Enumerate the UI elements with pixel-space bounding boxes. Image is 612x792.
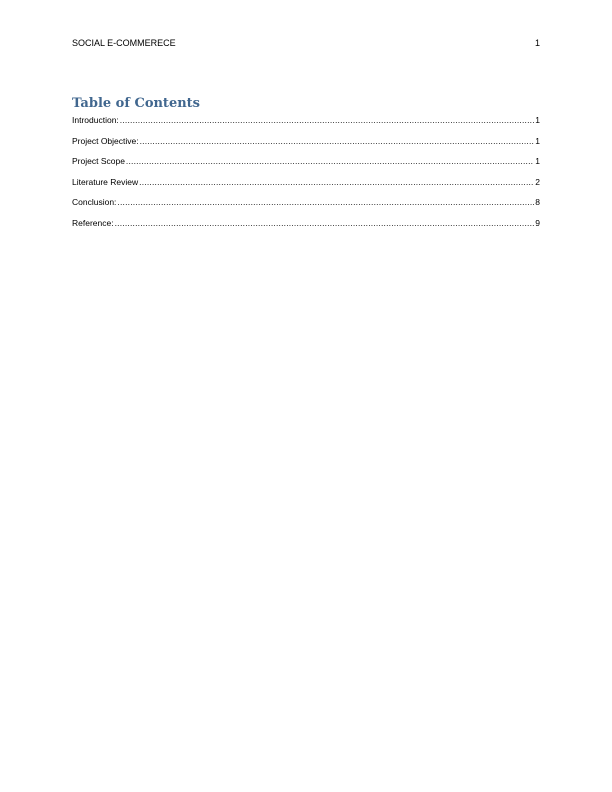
header-title: SOCIAL E-COMMERECE [72, 38, 176, 48]
toc-entry-conclusion[interactable] [72, 196, 540, 217]
toc-entry-page: 8 [535, 197, 540, 207]
toc-entry-page: 2 [535, 176, 540, 187]
toc-entry-reference[interactable] [72, 217, 540, 238]
toc-entry-page: 1 [535, 115, 540, 125]
toc-dot-leader [126, 155, 534, 168]
page-header [72, 37, 540, 49]
toc-dot-leader [120, 114, 534, 127]
toc-entry-page: 9 [535, 217, 540, 228]
toc-entry-label: Project Scope [72, 156, 125, 166]
toc-entry-label: Literature Review [72, 176, 139, 187]
toc-entry-label: Conclusion: [72, 197, 117, 207]
toc-entry-project-scope[interactable] [72, 155, 540, 176]
toc-dot-leader [139, 176, 534, 189]
toc-dot-leader [117, 196, 534, 209]
toc-entry-label: Reference: [72, 217, 114, 228]
toc-entry-page: 1 [535, 156, 540, 166]
toc-dot-leader [140, 135, 535, 148]
toc-heading: Table of Contents [72, 96, 200, 111]
toc-entry-label: Introduction: [72, 115, 119, 125]
toc-entry-label: Project Objective: [72, 135, 139, 146]
header-page-number: 1 [534, 38, 540, 48]
toc-entry-literature-review[interactable] [72, 176, 540, 197]
toc-entry-page: 1 [535, 135, 540, 146]
toc-entry-introduction[interactable] [72, 114, 540, 135]
toc-entry-project-objective[interactable] [72, 135, 540, 156]
table-of-contents [72, 114, 540, 237]
toc-dot-leader [115, 217, 535, 230]
